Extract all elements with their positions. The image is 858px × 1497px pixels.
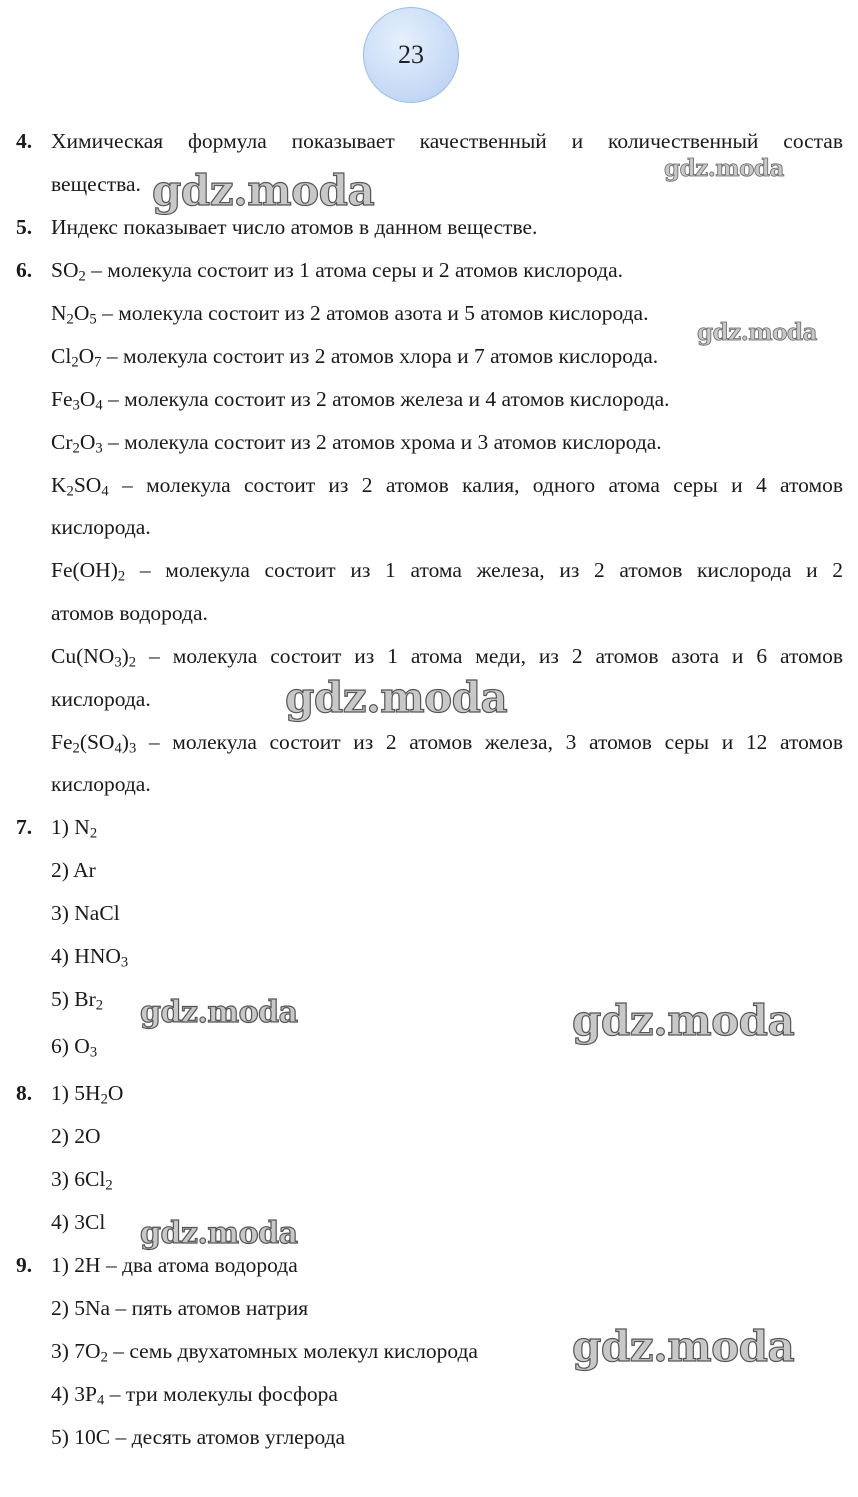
formula-feoh2-cont: атомов водорода. [51, 601, 208, 625]
formula-fe2so43-line: $Fe_2(SO_4)_3$ – молекула состоит из 2 атомов железа, 3 атомов серы и 12 атомов [51, 730, 843, 757]
question-6-number: 6. [16, 258, 33, 282]
q7-item-6: 6) $O_3$ [51, 1034, 98, 1061]
q9-item-3: 3) $7O_2$ – семь двухатомных молекул кислорода [51, 1339, 478, 1366]
watermark: gdz.moda [572, 1322, 795, 1371]
watermark: gdz.moda [140, 1216, 298, 1251]
question-4-number: 4. [16, 129, 33, 153]
formula-cl2o7-line: $Cl_2O_7$ – молекула состоит из 2 атомов хлора и 7 атомов кислорода. [51, 344, 659, 371]
q7-item-5: 5) $Br_2$ [51, 987, 104, 1014]
page-number-badge: 23 [363, 7, 459, 103]
formula-fe3o4-line: $Fe_3O_4$ – молекула состоит из 2 атомов железа и 4 атомов кислорода. [51, 387, 670, 414]
question-8-number: 8. [16, 1081, 33, 1105]
watermark: gdz.moda [152, 166, 375, 215]
q7-item-2: 2) Ar [51, 858, 96, 882]
q9-item-4: 4) $3P_4$ – три молекулы фосфора [51, 1382, 338, 1409]
question-4-line-1: Химическая формула показывает качественный и количественный состав [51, 129, 843, 153]
q9-item-5: 5) 10C – десять атомов углерода [51, 1425, 346, 1449]
formula-feoh2-line: $Fe(OH)_2$ – молекула состоит из 1 атома железа, из 2 атомов кислорода и 2 [51, 558, 844, 585]
formula-cuno32-cont: кислорода. [51, 687, 151, 711]
question-5-number: 5. [16, 215, 33, 239]
q9-item-2: 2) 5Na – пять атомов натрия [51, 1296, 309, 1320]
q7-item-4: 4) $HNO_3$ [51, 944, 129, 971]
q8-item-1: 1) $5H_2O$ [51, 1081, 124, 1108]
formula-k2so4-line: $K_2SO_4$ – молекула состоит из 2 атомов калия, одного атома серы и 4 атомов [51, 473, 844, 500]
formula-fe2so43-cont: кислорода. [51, 772, 151, 796]
formula-k2so4-cont: кислорода. [51, 515, 151, 539]
q7-item-3: 3) NaCl [51, 901, 120, 925]
q8-item-3: 3) $6Cl_2$ [51, 1167, 113, 1194]
question-5-text: Индекс показывает число атомов в данном веществе. [51, 215, 538, 239]
q9-item-1: 1) 2H – два атома водорода [51, 1253, 298, 1277]
watermark: gdz.moda [664, 155, 784, 182]
formula-cr2o3-line: $Cr_2O_3$ – молекула состоит из 2 атомов хрома и 3 атомов кислорода. [51, 430, 662, 457]
q8-item-2: 2) 2O [51, 1124, 101, 1148]
formula-n2o5-line: $N_2O_5$ – молекула состоит из 2 атомов азота и 5 атомов кислорода. [51, 301, 649, 328]
formula-cuno32-line: $Cu(NO_3)_2$ – молекула состоит из 1 атома меди, из 2 атомов азота и 6 атомов [51, 644, 844, 671]
question-4-line-2: вещества. [51, 172, 141, 196]
question-7-number: 7. [16, 815, 33, 839]
watermark: gdz.moda [285, 673, 508, 722]
watermark: gdz.moda [572, 996, 795, 1045]
formula-so2-line: $SO_2$ – молекула состоит из 1 атома серы и 2 атомов кислорода. [51, 258, 624, 285]
q8-item-4: 4) 3Cl [51, 1210, 106, 1234]
watermark: gdz.moda [140, 995, 298, 1030]
q7-item-1: 1) $N_2$ [51, 815, 98, 842]
watermark: gdz.moda [697, 319, 817, 346]
question-9-number: 9. [16, 1253, 33, 1277]
